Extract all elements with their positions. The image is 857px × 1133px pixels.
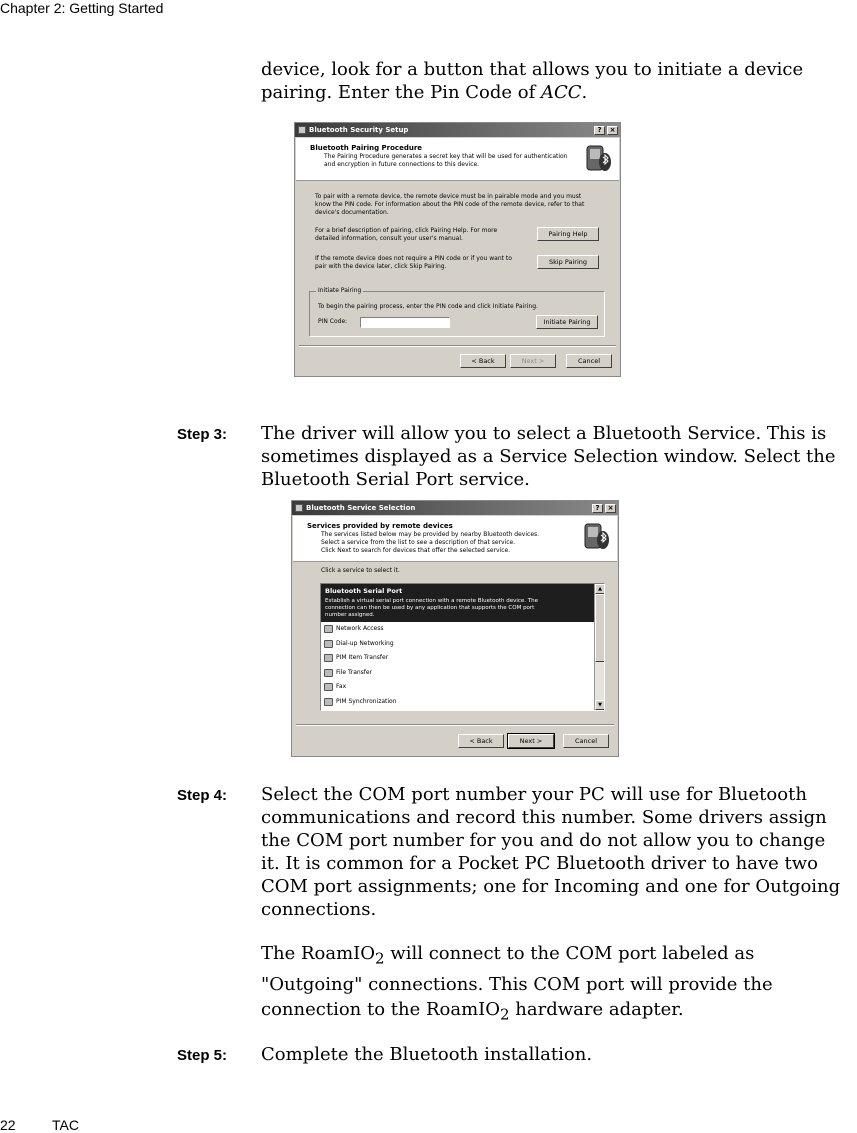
step-4-roamio-note: The RoamIO$_2$ will connect to the COM port labeled as "Outgoing" connections. This COM port will provide the connection to the RoamIO$_2$ hardware adapter.: [261, 943, 773, 1024]
services-heading: Services provided by remote devices: [307, 522, 453, 530]
step-5-text: Complete the Bluetooth installation.: [261, 1044, 593, 1065]
service-item-file-transfer[interactable]: File Transfer: [321, 666, 594, 681]
step-5-label: Step 5:: [177, 1047, 228, 1064]
back-button[interactable]: < Back: [460, 354, 506, 368]
service-item-fax[interactable]: Fax: [321, 680, 594, 695]
step-4-text: Select the COM port number your PC will use for Bluetooth communications and record this number. Some drivers assign the COM port number for you and do not allow you to change it. It is common for a Pocket PC Bluetooth driver to have two COM port assignments; one for Incoming and one for Outgoing connections.: [261, 784, 841, 920]
pim-icon: [324, 654, 333, 662]
roamio-subscript: 2: [375, 949, 385, 968]
fax-icon: [324, 683, 333, 691]
roamio-subscript: 2: [500, 1005, 510, 1024]
window-icon: [295, 504, 303, 512]
pin-code-label: PIN Code:: [318, 318, 348, 325]
service-dialog-title: Bluetooth Service Selection: [306, 504, 416, 512]
skip-pairing-button[interactable]: Skip Pairing: [537, 255, 599, 269]
help-icon[interactable]: ?: [594, 126, 605, 135]
footer-label: TAC: [52, 1117, 79, 1133]
cancel-button[interactable]: Cancel: [563, 734, 609, 748]
pin-code-emphasis: ACC: [540, 82, 582, 103]
intro-paragraph: [261, 58, 857, 104]
close-icon[interactable]: ×: [605, 504, 616, 513]
folder-icon: [324, 669, 333, 677]
security-dialog-header-panel: [296, 138, 619, 181]
service-item-pim-sync[interactable]: PIM Synchronization: [321, 695, 594, 710]
service-dialog-titlebar: [292, 501, 618, 515]
pairing-procedure-heading: Bluetooth Pairing Procedure: [310, 144, 423, 152]
skip-pairing-text: If the remote device does not require a PIN code or if you want to pair with the device later, click Skip Pairing.: [315, 255, 512, 270]
dialog-separator: [299, 345, 616, 347]
scroll-up-icon[interactable]: ▲: [595, 584, 605, 594]
sync-icon: [324, 698, 333, 706]
click-service-instruction: Click a service to select it.: [321, 567, 400, 574]
serial-port-title: Bluetooth Serial Port: [325, 587, 403, 595]
bluetooth-device-icon: [583, 520, 611, 554]
service-item-network-access[interactable]: Network Access: [321, 622, 594, 637]
step-3-label: Step 3:: [177, 426, 228, 443]
bluetooth-security-setup-dialog: [294, 122, 621, 377]
pairing-procedure-subtitle: The Pairing Procedure generates a secret key that will be used for authentication and encryption in future connections to this device.: [324, 153, 568, 168]
security-dialog-title: Bluetooth Security Setup: [309, 126, 409, 134]
service-list-scrollbar[interactable]: [594, 584, 604, 710]
cancel-button[interactable]: Cancel: [566, 354, 612, 368]
step-4-label: Step 4:: [177, 787, 228, 804]
step-3-text: The driver will allow you to select a Bluetooth Service. This is sometimes displayed as a Service Selection window. Select the Bluetooth Serial Port service.: [261, 423, 836, 490]
pairing-help-button[interactable]: Pairing Help: [537, 227, 599, 241]
next-button[interactable]: Next >: [508, 734, 554, 748]
window-icon: [298, 126, 306, 134]
pairing-help-text: For a brief description of pairing, click Pairing Help. For more detailed information, consult your user's manual.: [315, 227, 498, 242]
page-number: 22: [0, 1117, 16, 1133]
scroll-thumb[interactable]: [595, 594, 605, 662]
initiate-pairing-button[interactable]: Initiate Pairing: [536, 315, 598, 329]
chapter-header: Chapter 2: Getting Started: [0, 0, 164, 16]
initiate-pairing-group-label: Initiate Pairing: [318, 287, 362, 294]
initiate-pairing-group: [309, 287, 605, 337]
pairing-instructions: To pair with a remote device, the remote device must be in pairable mode and you must know the PIN code. For information about the PIN code of the remote device, refer to that device's documentation.: [315, 193, 585, 216]
intro-line-1: device, look for a button that allows you to initiate a device: [261, 59, 804, 80]
dialog-separator: [296, 724, 614, 726]
back-button[interactable]: < Back: [458, 734, 504, 748]
bluetooth-service-selection-dialog: [291, 500, 619, 757]
help-icon[interactable]: ?: [592, 504, 603, 513]
serial-port-description: Establish a virtual serial port connection with a remote Bluetooth device. The connection can then be used by any application that supports the COM port number assigned.: [325, 598, 539, 618]
service-item-pim-transfer[interactable]: PIM Item Transfer: [321, 651, 594, 666]
scroll-down-icon[interactable]: ▼: [595, 700, 605, 710]
service-dialog-header-panel: [293, 516, 617, 562]
pin-code-input[interactable]: [360, 317, 450, 328]
close-icon[interactable]: ×: [607, 126, 618, 135]
modem-icon: [324, 640, 333, 648]
next-button[interactable]: Next >: [510, 354, 556, 368]
service-item-bluetooth-serial-port[interactable]: [321, 584, 594, 622]
service-list[interactable]: [320, 583, 605, 711]
intro-line-2: pairing. Enter the Pin Code of ACC.: [261, 82, 588, 103]
service-item-dialup-networking[interactable]: Dial-up Networking: [321, 637, 594, 652]
security-dialog-titlebar: [295, 123, 620, 137]
network-icon: [324, 625, 333, 633]
initiate-pairing-text: To begin the pairing process, enter the PIN code and click Initiate Pairing.: [318, 303, 538, 310]
services-subtitle: The services listed below may be provided by nearby Bluetooth devices. Select a service from the list to see a description of that service. Click Next to search for devices that offer the selected service.: [321, 531, 540, 554]
bluetooth-device-icon: [585, 142, 613, 176]
